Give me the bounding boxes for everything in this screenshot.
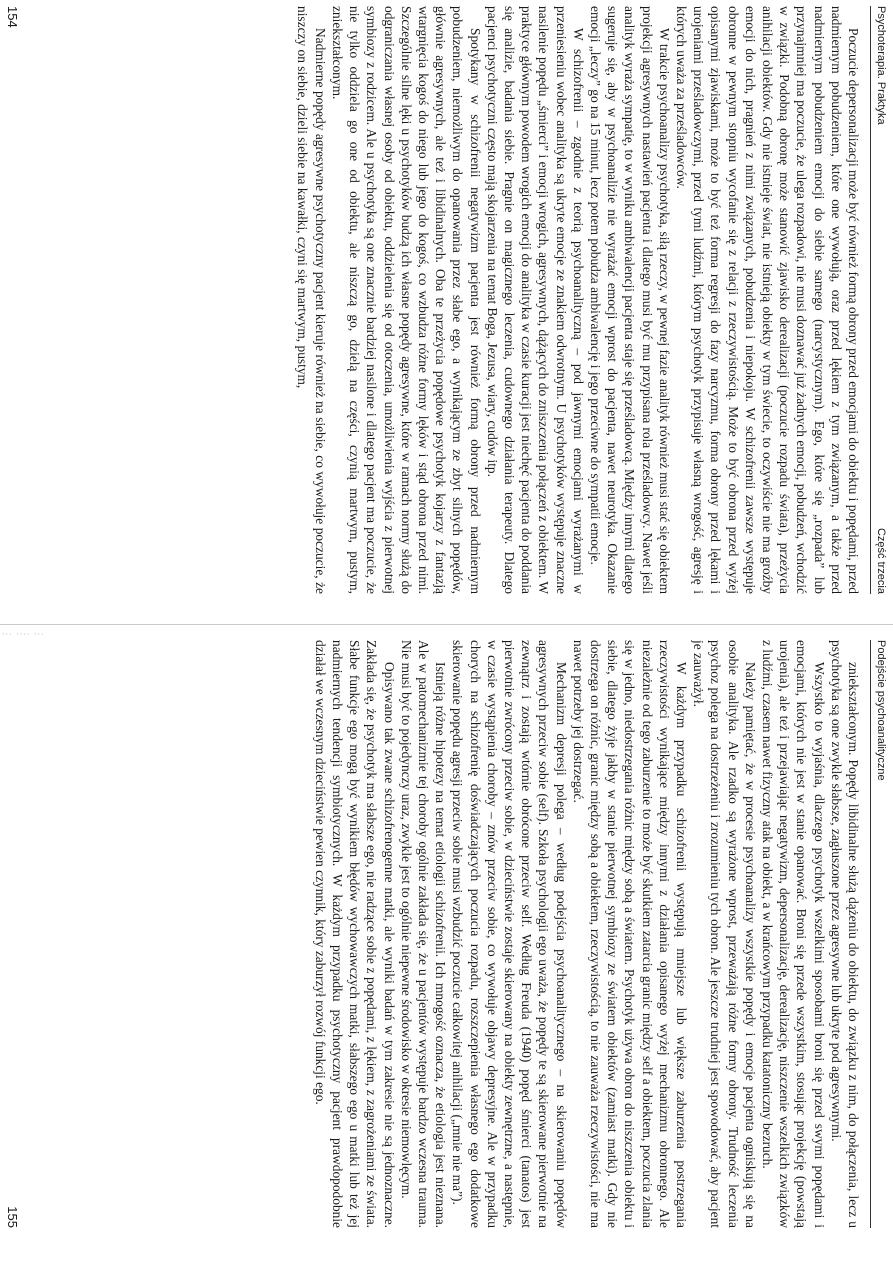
page-fold-line [0,624,893,625]
paragraph: zniekształconym. Popędy libidinalne służą dążeniu do obiektu, do związku z nim, do połączenia, lecz u psychotyka są one zwykle słabsze, zagłuszone przez agresywne lub ukryte pod agresywnymi. [828,640,861,1228]
paragraph: W każdym przypadku schizofrenii występują mniejsze lub większe zaburzenia postrzegania rzeczywistości wynikające między innymi z działania opisanego wyżej mechanizmu obronnego. Ale niezależnie od tego zaburzenie to może być skutkiem zatarcia granic między self a obiektem, poczucia zlania się w jedno, niedostrzegania różnic między sobą a światem. Psychotyk używa obron do niszczenia obiektu i siebie, dlatego żyje jakby w stanie pierwotnej symbiozy ze światem obiektów (zamiast matki). Gdy nie dostrzega on różnic, granic między sobą a obiektem, rzeczywistością, to nie zauważa rzeczywistości, nie ma nawet potrzeby jej dostrzegać. [570,640,689,1228]
book-page-left [3,0,893,600]
running-head-title: Podejście psychoanalityczne [875,640,887,781]
running-head-title: Psychoterapia. Praktyka [875,6,887,125]
running-head [870,640,887,1228]
paragraph: Wszystko to wyjaśnia, dlaczego psychotyk wszelkimi sposobami broni się przed swymi popędami i emocjami, których nie jest w stanie opanować. Broni się przede wszystkim, stosując projekcję (powstają urojenia), ale też i przejawiając negatywizm, depersonalizację, derealizację, niszczenie wszelkich związków z ludźmi, czasem nawet fizyczny atak na obiekt, a w krańcowym przypadku katatoniczny bezruch. [759,640,827,1228]
running-head [870,6,887,594]
paragraph: Opisywano tak zwane schizofrenogenne matki, ale wyniki badań w tym zakresie nie są jednoznaczne. Zakłada się, że psychotyk ma słabsze ego, nie radzące sobie z popędami, z lękiem, z zagrożeniami ze świata. Słabe funkcje ego mogą być wynikiem błędów wychowawczych matki, słabszego ego u matki lub też jej nadmiernych tendencji symbiotycznych. W każdym przypadku psychotyczny pacjent prawdopodobnie działał we wczesnym dzieciństwie pewien czynnik, który zaburzył rozwój funkcji ego. [312,640,397,1228]
page-body-text [42,640,862,1228]
paragraph: W trakcie psychoanalizy psychotyka, siłą rzeczy, w pewnej fazie analityk również musi stać się obiektem projekcji agresywnych nastawień pacjenta i dlatego musi być mu przypisana rola prześladowcy. Nawet jeśli analityk wyraża sympatię, to w wyniku ambiwalencji pacjenta staje się prześladowcą. Między innymi dlatego sugeruje się, aby w psychoanalizie nie wyrażać emocji wprost do pacjenta, nawet neurotyka. Okazanie emocji „leczy” go na 15 minut, lecz potem pobudza ambiwalencję i jego przeciwne do sympatii emocje. [587,6,672,594]
page-number: 154 [5,6,20,28]
scan-artifact: ··· ···· ··· [2,630,45,639]
paragraph: Należy pamiętać, że w procesie psychoanalizy wszystkie popędy i emocje pacjenta ogniskują się na osobie analityka. Ale rzadko są wyrażone wprost, przeważają różne formy obrony. Trudność leczenia psychoz polega na dostrzeżeniu i zrozumieniu tych obron. Ale jeszcze trudniej jest spowodować, aby pacjent je zauważył. [691,640,758,1228]
book-page-right [3,634,893,1234]
page-number: 155 [5,1206,20,1228]
paragraph: Spotykany w schizofrenii negatywizm pacjenta jest również formą obrony przed nadmiernym pobudzeniem, niemożliwym do opanowania przez słabe ego, a wynikającym ze zbyt silnych popędów, głównie agresywnych, ale też i libidinalnych. Oba te przeżycia popędowe psychotyk kojarzy z fantazją wtargnięcia kogoś do niego lub jego do kogoś, co wzbudza różne formy lęków i stąd obrona przed nimi. Szczególnie silne lęki u psychotyków budzą ich własne popędy agresywne, które w ramach normy służą do odgraniczania własnej osoby od obiektu, oddzielenia się od otoczenia, umożliwienia wyjścia z pierwotnej symbiozy z rodzicem. Ale u psychotyka są one znacznie bardziej nasilone i dlatego pacjent ma poczucie, że nie tylko oddziela go one od obiektu, ale niszczą go, dzielą na części, czynią martwym, pustym, zniekształconym. [329,6,483,594]
paragraph: Nadmierne popędy agresywne psychotyczny pacjent kieruje również na siebie, co wywołuje poczucie, że niszczy on siebie, dzieli siebie na kawałki, czyni się martwym, pustym, [295,6,328,594]
paragraph: W schizofrenii – zgodnie z teorią psychoanalityczną – pod jawnymi emocjami wyrażanymi w przeniesieniu wobec analityka są ukryte emocje ze znakiem odwrotnym. U psychotyków występuje znaczne nasilenie popędu „śmierci” i emocji wrogich, agresywnych, dążących do zniszczenia połączeń z obiektem. W praktyce głównym powodem wrogich emocji do analityka w czasie kuracji jest niechęć pacjenta do poddania się analizie, badania siebie. Pragnie on magicznego leczenia, cudownego działania terapeuty. Dlatego pacjenci psychotyczni często mają skojarzenia na temat Boga, Jezusa, wiary, cudów itp. [484,6,586,594]
page-body-text [42,6,862,594]
paragraph: Istnieją różne hipotezy na temat etiologii schizofrenii. Ich mnogość oznacza, że etiologia jest nieznana. Ale w patomechanizmie tej choroby ogólnie zakłada się, że u pacjentów występuje bardzo wczesna trauma. Nie musi być to pojedynczy uraz, zwykle jest to ogólnie niepewne środowisko w okresie niemowlęcym. [398,640,449,1228]
paragraph: Mechanizm depresji polega – według podejścia psychoanalitycznego – na skierowaniu popędów agresywnych przeciw sobie (self). Szkoła psychologii ego uważa, że popędy te są skierowane pierwotnie na zewnątrz i zostają wtórnie obrócone przeciw self. Według Freuda (1940) popęd śmierci (tanatos) jest pierwotnie zwrócony przeciw sobie, w dzieciństwie zostaje skierowany na obiekty zewnętrzne, a następnie, w czasie wystąpienia choroby – znów przeciw sobie, co wywołuje objawy depresyjne. Ale w przypadku chorych na schizofrenię doświadczających poczucia rozpadu, rozszczepienia własnego ego dodatkowe skierowanie popędu agresji przeciw sobie musi wzbudzić poczucie całkowitej anihilacji („mnie nie ma”). [450,640,569,1228]
paragraph: Poczucie depersonalizacji może być również formą obrony przed emocjami do obiektu i popędami, przed nadmiernym pobudzeniem, które one wywołują, oraz przed lękiem z tym związanym, a także przed nadmiernym pobudzeniem emocji do siebie samego (narcystycznym). Ego, które się „rozpada” lub przynajmniej ma poczucie, że ulega rozpadowi, nie musi doznawać już żadnych emocji, pobudzeń, wchodzić w związki. Podobną obronę może stanowić zjawisko derealizacji (poczucie rozpadu świata), przeżycia anihilacji obiektów. Gdy nie istnieje świat, nie istnieją obiekty w tym świecie, to oczywiście nie ma groźby emocji do nich, pragnień z nimi związanych, pobudzenia i niepokoju. W schizofrenii zawsze występuje obronne w pewnym stopniu wycofanie się z relacji z rzeczywistością. Może to być obrona przed wyżej opisanymi zjawiskami, może to być też forma regresji do fazy narcyzmu, forma obrony przed lękami i urojeniami prześladowczymi, przed tymi ludźmi, którym psychotyk przypisuje własną wrogość, agresję i których uważa za prześladowców. [673,6,861,594]
running-head-part: Część trzecia [875,527,887,594]
